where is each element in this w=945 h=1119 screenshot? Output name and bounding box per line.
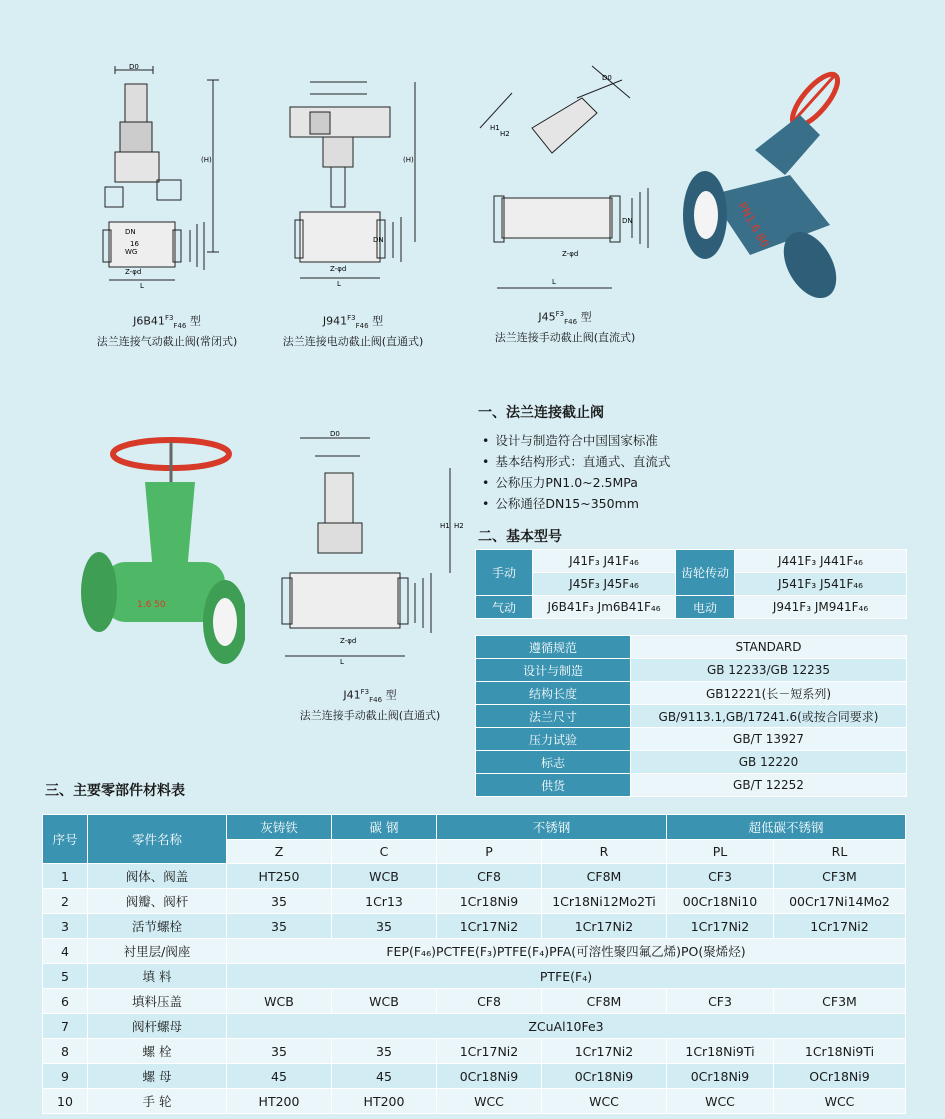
material-cell: 45 (332, 1064, 437, 1089)
material-cell: WCC (667, 1089, 774, 1114)
svg-text:L: L (340, 658, 344, 666)
svg-text:H2: H2 (454, 522, 464, 530)
material-cell: 1Cr18Ni9 (437, 889, 542, 914)
label-pneumatic: 气动 (476, 596, 533, 619)
code-cell: Z (227, 839, 332, 864)
material-cell: 45 (227, 1064, 332, 1089)
material-cell: CF3M (774, 864, 906, 889)
row-number: 3 (43, 914, 88, 939)
cell-pneumatic: J6B41F₃ Jm6B41F₄₆ (533, 596, 676, 619)
svg-text:16: 16 (130, 240, 139, 248)
std-value: GB/T 12252 (631, 774, 907, 797)
std-key: 结构长度 (476, 682, 631, 705)
svg-text:DN: DN (622, 217, 633, 225)
std-key: 压力试验 (476, 728, 631, 751)
table-row (43, 939, 906, 964)
row-number: 5 (43, 964, 88, 989)
table-row (43, 914, 906, 939)
drawing-j45 (472, 58, 662, 294)
valve-photo-y-type (670, 55, 850, 305)
material-cell: 0Cr18Ni9 (542, 1064, 667, 1089)
label-manual: 手动 (476, 550, 533, 596)
part-name: 螺 母 (88, 1064, 227, 1089)
std-value: GB 12233/GB 12235 (631, 659, 907, 682)
svg-text:D0: D0 (129, 63, 139, 71)
col-ss-header: 不锈钢 (437, 815, 667, 840)
drawing-j6b41 (95, 62, 235, 290)
material-cell: WCB (332, 989, 437, 1014)
material-cell: HT200 (227, 1089, 332, 1114)
col-lcss-header: 超低碳不锈钢 (667, 815, 906, 840)
material-cell: WCC (437, 1089, 542, 1114)
std-value: GB 12220 (631, 751, 907, 774)
material-cell: 1Cr17Ni2 (774, 914, 906, 939)
svg-text:D0: D0 (602, 74, 612, 82)
material-cell: HT200 (332, 1089, 437, 1114)
code-cell: PL (667, 839, 774, 864)
part-name: 衬里层/阀座 (88, 939, 227, 964)
part-name: 阀体、阀盖 (88, 864, 227, 889)
row-number: 2 (43, 889, 88, 914)
material-cell: CF8M (542, 989, 667, 1014)
material-cell: 1Cr17Ni2 (667, 914, 774, 939)
svg-text:H2: H2 (500, 130, 510, 138)
material-cell: WCC (542, 1089, 667, 1114)
material-cell: CF3 (667, 989, 774, 1014)
part-name: 手 轮 (88, 1089, 227, 1114)
part-name: 活节螺栓 (88, 914, 227, 939)
col-no-header: 序号 (43, 815, 88, 864)
svg-text:DN: DN (373, 236, 384, 244)
material-cell: 35 (227, 889, 332, 914)
row-number: 1 (43, 864, 88, 889)
code-cell: RL (774, 839, 906, 864)
materials-table (42, 814, 906, 1114)
material-cell: 35 (227, 1039, 332, 1064)
material-cell: 35 (227, 914, 332, 939)
col-gray-header: 灰铸铁 (227, 815, 332, 840)
svg-text:(H): (H) (201, 156, 212, 164)
code-cell: P (437, 839, 542, 864)
standards-table (475, 635, 907, 797)
material-cell: 1Cr17Ni2 (542, 914, 667, 939)
svg-text:WG: WG (125, 248, 138, 256)
part-name: 填料压盖 (88, 989, 227, 1014)
label-electric: 电动 (676, 596, 735, 619)
bullet-item: • 基本结构形式：直通式、直流式 (482, 451, 670, 472)
caption-j6b41: $J6B41^{F3}_{F46}$ 型 法兰连接气动截止阀(常闭式) (96, 314, 238, 348)
material-cell: CF8M (542, 864, 667, 889)
caption-j941: $J941^{F3}_{F46}$ 型 法兰连接电动截止阀(直通式) (282, 314, 424, 348)
material-cell: 1Cr18Ni12Mo2Ti (542, 889, 667, 914)
svg-text:L: L (337, 280, 341, 288)
section3-title: 三、主要零部件材料表 (45, 783, 185, 799)
row-number: 4 (43, 939, 88, 964)
std-key: 法兰尺寸 (476, 705, 631, 728)
table-row (43, 864, 906, 889)
valve-photo-green (75, 432, 245, 682)
col-name-header: 零件名称 (88, 815, 227, 864)
material-cell: HT250 (227, 864, 332, 889)
svg-text:(H): (H) (403, 156, 414, 164)
std-header-left: 遵循规范 (476, 636, 631, 659)
caption-j45: $J45^{F3}_{F46}$ 型 法兰连接手动截止阀(直流式) (494, 310, 636, 344)
material-cell: CF8 (437, 864, 542, 889)
bullet-item: • 公称通径DN15~350mm (482, 493, 670, 514)
green-valve-mark: 1.6 50 (137, 600, 166, 610)
material-cell: OCr18Ni9 (774, 1064, 906, 1089)
part-name: 阀瓣、阀杆 (88, 889, 227, 914)
std-key: 标志 (476, 751, 631, 774)
cell-gear-1: J441F₃ J441F₄₆ (735, 550, 907, 573)
material-span: PTFE(F₄) (227, 964, 906, 989)
material-cell: 35 (332, 1039, 437, 1064)
svg-text:L: L (552, 278, 556, 286)
std-value: GB12221(长－短系列) (631, 682, 907, 705)
material-cell: CF8 (437, 989, 542, 1014)
row-number: 7 (43, 1014, 88, 1039)
table-row (43, 1039, 906, 1064)
section1-bullets (482, 430, 670, 514)
row-number: 9 (43, 1064, 88, 1089)
model-table (475, 549, 907, 619)
material-span: ZCuAl10Fe3 (227, 1014, 906, 1039)
material-cell: WCB (227, 989, 332, 1014)
material-cell: 35 (332, 914, 437, 939)
material-cell: 1Cr17Ni2 (437, 1039, 542, 1064)
material-cell: WCB (332, 864, 437, 889)
label-gear: 齿轮传动 (676, 550, 735, 596)
row-number: 6 (43, 989, 88, 1014)
bullet-item: • 设计与制造符合中国国家标准 (482, 430, 670, 451)
y-valve-mark: PN1.6 80 (735, 200, 772, 250)
svg-text:Z-φd: Z-φd (125, 268, 142, 276)
material-cell: 1Cr17Ni2 (542, 1039, 667, 1064)
row-number: 10 (43, 1089, 88, 1114)
code-cell: R (542, 839, 667, 864)
std-key: 设计与制造 (476, 659, 631, 682)
material-cell: 0Cr18Ni9 (667, 1064, 774, 1089)
code-cell: C (332, 839, 437, 864)
part-name: 阀杆螺母 (88, 1014, 227, 1039)
material-cell: WCC (774, 1089, 906, 1114)
svg-text:H1: H1 (490, 124, 500, 132)
part-name: 填 料 (88, 964, 227, 989)
material-cell: 00Cr18Ni10 (667, 889, 774, 914)
part-name: 螺 栓 (88, 1039, 227, 1064)
material-cell: CF3 (667, 864, 774, 889)
table-row (43, 1089, 906, 1114)
material-cell: 1Cr13 (332, 889, 437, 914)
svg-text:Z-φd: Z-φd (340, 637, 357, 645)
table-row (43, 1064, 906, 1089)
table-row (43, 964, 906, 989)
svg-text:L: L (140, 282, 144, 290)
svg-text:Z-φd: Z-φd (330, 265, 347, 273)
svg-text:DN: DN (125, 228, 136, 236)
material-cell: 00Cr17Ni14Mo2 (774, 889, 906, 914)
table-row (43, 889, 906, 914)
svg-text:Z-φd: Z-φd (562, 250, 579, 258)
cell-manual-1: J41F₃ J41F₄₆ (533, 550, 676, 573)
material-cell: 0Cr18Ni9 (437, 1064, 542, 1089)
cell-gear-2: J541F₃ J541F₄₆ (735, 573, 907, 596)
bullet-item: • 公称压力PN1.0~2.5MPa (482, 472, 670, 493)
std-header-right: STANDARD (631, 636, 907, 659)
section2-title: 二、基本型号 (478, 529, 562, 545)
std-value: GB/9113.1,GB/17241.6(或按合同要求) (631, 705, 907, 728)
col-carbon-header: 碳 钢 (332, 815, 437, 840)
material-cell: 1Cr18Ni9Ti (774, 1039, 906, 1064)
cell-electric: J941F₃ JM941F₄₆ (735, 596, 907, 619)
material-cell: CF3M (774, 989, 906, 1014)
caption-j41: $J41^{F3}_{F46}$ 型 法兰连接手动截止阀(直通式) (299, 688, 441, 722)
table-row (43, 1014, 906, 1039)
row-number: 8 (43, 1039, 88, 1064)
drawing-j41 (270, 428, 470, 678)
std-key: 供货 (476, 774, 631, 797)
cell-manual-2: J45F₃ J45F₄₆ (533, 573, 676, 596)
material-cell: 1Cr18Ni9Ti (667, 1039, 774, 1064)
section1-title: 一、法兰连接截止阀 (478, 405, 604, 421)
svg-text:H1: H1 (440, 522, 450, 530)
drawing-j941 (285, 72, 425, 292)
table-row (43, 989, 906, 1014)
std-value: GB/T 13927 (631, 728, 907, 751)
material-cell: 1Cr17Ni2 (437, 914, 542, 939)
svg-text:D0: D0 (330, 430, 340, 438)
material-span: FEP(F₄₆)PCTFE(F₃)PTFE(F₄)PFA(可溶性聚四氟乙烯)PO(聚烯烃) (227, 939, 906, 964)
